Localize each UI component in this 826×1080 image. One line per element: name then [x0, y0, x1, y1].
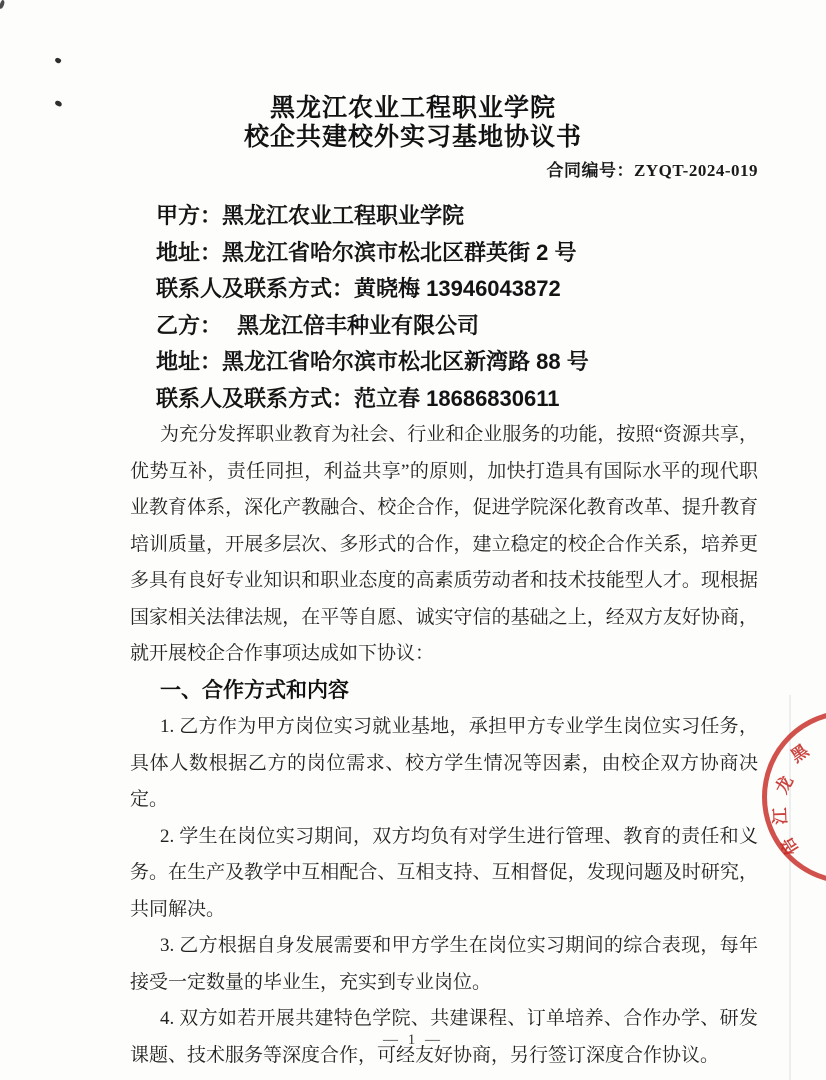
party-a-contact: 黄晓梅 13946043872 [354, 276, 561, 301]
party-a-contact-line [156, 271, 758, 308]
contract-number-label: 合同编号： [546, 161, 635, 180]
party-b-address: 黑龙江省哈尔滨市松北区新湾路 88 号 [222, 349, 589, 374]
party-a-contact-label: 联系人及联系方式： [156, 276, 355, 301]
preamble-paragraph: 为充分发挥职业教育为社会、行业和企业服务的功能，按照“资源共享，优势互补，责任同担，利益共享”的原则，加快打造具有国际水平的现代职业教育体系，深化产教融合、校企合作，促进学院深化教育改革、提升教育培训质量，开展多层次、多形式的合作，建立稳定的校企合作关系，培养更多具有良好专业知识和职业态度的高素质劳动者和技术技能型人才。现根据国家相关法律法规，在平等自愿、诚实守信的基础之上，经双方友好协商，就开展校企合作事项达成如下协议： [130, 424, 758, 664]
party-b-name-line [156, 308, 758, 345]
party-b-label: 乙方： [156, 312, 223, 338]
contract-number-line [0, 159, 758, 183]
page-number: — 1 — [383, 1032, 443, 1048]
document-header [0, 9, 826, 152]
party-b-address-line [156, 344, 758, 381]
party-b-contact-line [156, 381, 758, 418]
scan-mark [0, 0, 5, 9]
party-b-contact-label: 联系人及联系方式： [156, 385, 355, 411]
section-1-heading: 一、合作方式和内容 [160, 678, 349, 702]
party-b-name: 黑龙江倍丰种业有限公司 [237, 312, 480, 338]
contract-number-value: ZYQT-2024-019 [634, 161, 758, 180]
section-1-item-4: 4. 双方如若开展共建特色学院、共建课程、订单培养、合作办学、研发课题、技术服务等深度合作，可经友好协商，另行签订深度合作协议。 [130, 1008, 758, 1066]
seal-character: 倍 [777, 834, 803, 859]
document-title-line1: 黑龙江农业工程职业学院 [269, 94, 556, 122]
party-a-address-line [156, 235, 758, 272]
party-a-name-line [156, 198, 758, 235]
seal-character: 江 [770, 807, 791, 825]
section-1-item-2: 2. 学生在岗位实习期间，双方均负有对学生进行管理、教育的责任和义务。在生产及教学中互相配合、互相支持、互相督促，发现问题及时研究，共同解决。 [130, 825, 758, 920]
party-b-contact: 范立春 18686830611 [354, 385, 560, 411]
party-a-address-label: 地址： [156, 239, 223, 265]
document-title-line2: 校企共建校外实习基地协议书 [243, 123, 582, 151]
seal-character: 黑 [787, 740, 813, 767]
section-1-item-3: 3. 乙方根据自身发展需要和甲方学生在岗位实习期间的综合表现，每年接受一定数量的毕业生，充实到专业岗位。 [130, 935, 758, 993]
seal-ring [762, 710, 826, 884]
party-a-label: 甲方： [156, 203, 223, 228]
contract-body [130, 198, 758, 1074]
party-a-address: 黑龙江省哈尔滨市松北区群英街 2 号 [222, 239, 577, 265]
party-info-block [156, 198, 758, 417]
scan-fold-line [789, 695, 791, 1080]
section-1-item-1: 1. 乙方作为甲方岗位实习就业基地，承担甲方专业学生岗位实习任务，具体人数根据乙方的岗位需求、校方学生情况等因素，由校企双方协商决定。 [130, 716, 758, 810]
party-b-address-label: 地址： [156, 349, 223, 374]
party-a-name: 黑龙江农业工程职业学院 [222, 203, 465, 228]
seal-character: 龙 [772, 772, 797, 797]
